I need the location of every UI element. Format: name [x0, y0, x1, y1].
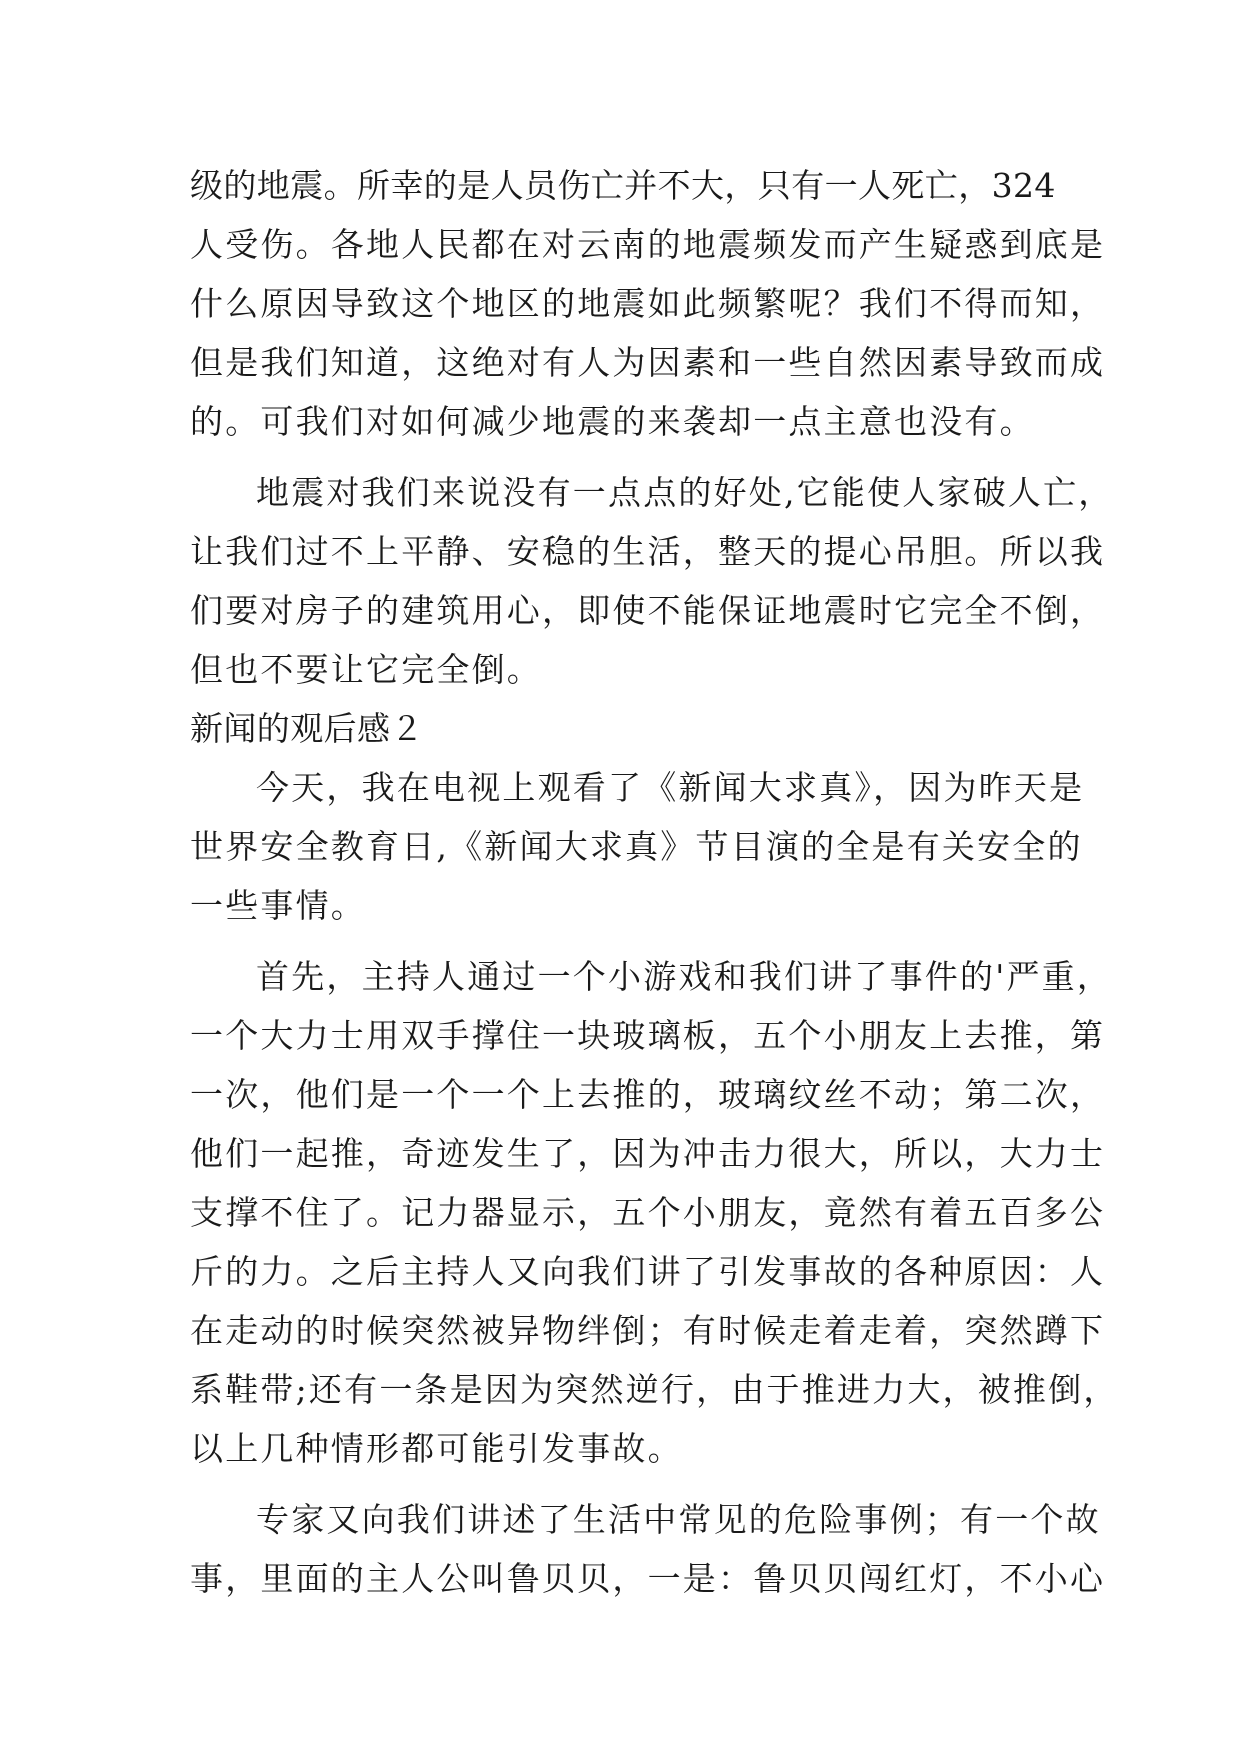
heading-text: 新闻的观后感２: [190, 709, 424, 748]
section-heading: [190, 699, 1060, 758]
text-line: 今天，我在电视上观看了《新闻大求真》，因为昨天是: [256, 768, 1085, 807]
text-line: 让我们过不上平静、安稳的生活，整天的提心吊胆。所以我: [190, 532, 1106, 571]
text-line: 们要对房子的建筑用心，即使不能保证地震时它完全不倒，: [190, 591, 1106, 630]
text-line: 但是我们知道，这绝对有人为因素和一些自然因素导致而成: [190, 343, 1106, 382]
text-line: 首先，主持人通过一个小游戏和我们讲了事件的'严重，: [256, 957, 1113, 996]
text-line: 支撑不住了。记力器显示，五个小朋友，竟然有着五百多公: [190, 1193, 1106, 1232]
text-line: 专家又向我们讲述了生活中常见的危险事例；有一个故: [256, 1500, 1101, 1539]
document-body: [190, 156, 1119, 1608]
text-line: 但也不要让它完全倒。: [190, 650, 542, 689]
text-line: 地震对我们来说没有一点点的好处,它能使人家破人亡，: [256, 473, 1114, 512]
paragraph-1: [190, 156, 1106, 451]
text-line: 事，里面的主人公叫鲁贝贝，一是：鲁贝贝闯红灯，不小心: [190, 1559, 1106, 1598]
text-line: 世界安全教育日,《新闻大求真》节目演的全是有关安全的: [190, 827, 1083, 866]
text-line: 以上几种情形都可能引发事故。: [190, 1429, 683, 1468]
text-line: 在走动的时候突然被异物绊倒；有时候走着走着，突然蹲下: [190, 1311, 1106, 1350]
text-line: 系鞋带;还有一条是因为突然逆行，由于推进力大，被推倒，: [190, 1370, 1119, 1409]
text-line: 什么原因导致这个地区的地震如此频繁呢？我们不得而知，: [190, 284, 1106, 323]
paragraph-4: [190, 947, 1119, 1478]
paragraph-3: [190, 758, 1085, 935]
text-line: 一个大力士用双手撑住一块玻璃板，五个小朋友上去推，第: [190, 1016, 1106, 1055]
text-line: 人受伤。各地人民都在对云南的地震频发而产生疑惑到底是: [190, 225, 1106, 264]
text-line: 一次，他们是一个一个上去推的，玻璃纹丝不动；第二次，: [190, 1075, 1106, 1114]
text-line: 一些事情。: [190, 886, 366, 925]
text-line: 级的地震。所幸的是人员伤亡并不大，只有一人死亡，324: [190, 166, 1056, 205]
text-line: 他们一起推，奇迹发生了，因为冲击力很大，所以，大力士: [190, 1134, 1106, 1173]
paragraph-5: [190, 1490, 1106, 1608]
text-line: 斤的力。之后主持人又向我们讲了引发事故的各种原因：人: [190, 1252, 1106, 1291]
text-line: 的。可我们对如何减少地震的来袭却一点主意也没有。: [190, 402, 1035, 441]
paragraph-2: [190, 463, 1114, 699]
